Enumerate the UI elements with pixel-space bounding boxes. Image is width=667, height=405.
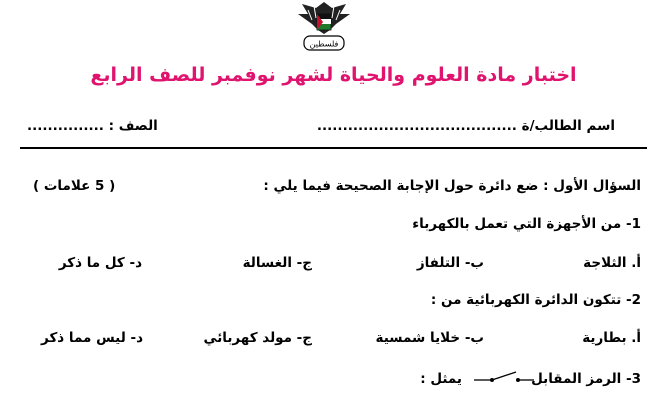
eagle-icon — [298, 2, 350, 34]
section-marks: ( 5 علامات ) — [33, 178, 116, 194]
question-2: 2- تتكون الدائرة الكهربائية من : — [430, 292, 641, 308]
q2-option-c[interactable]: ج- مولد كهربائي — [203, 330, 312, 346]
q1-option-b[interactable]: ب- التلفاز — [416, 255, 484, 271]
class-field: الصف : ............... — [27, 118, 158, 134]
header-divider — [20, 147, 647, 149]
section-heading: السؤال الأول : ضع دائرة حول الإجابة الصحيحة فيما يلي : — [263, 178, 641, 194]
q1-option-d[interactable]: د- كل ما ذكر — [58, 255, 142, 271]
page-title: اختبار مادة العلوم والحياة لشهر نوفمبر للصف الرابع — [90, 64, 577, 86]
q2-option-d[interactable]: د- ليس مما ذكر — [41, 330, 143, 346]
palestine-emblem — [288, 0, 360, 56]
question-3-prefix: 3- الرمز المقابل — [531, 371, 641, 387]
student-name-field: اسم الطالب/ة ....................................... — [316, 118, 615, 134]
switch-symbol-icon — [474, 368, 534, 384]
question-3-suffix: يمثل : — [420, 371, 462, 387]
q1-option-a[interactable]: أ. الثلاجة — [583, 255, 641, 271]
q2-option-b[interactable]: ب- خلايا شمسية — [375, 330, 484, 346]
emblem-caption: فلسطين — [309, 39, 339, 49]
q1-option-c[interactable]: ج- الغسالة — [242, 255, 312, 271]
question-1: 1- من الأجهزة التي تعمل بالكهرباء — [412, 216, 641, 232]
q2-option-a[interactable]: أ. بطارية — [582, 330, 641, 346]
